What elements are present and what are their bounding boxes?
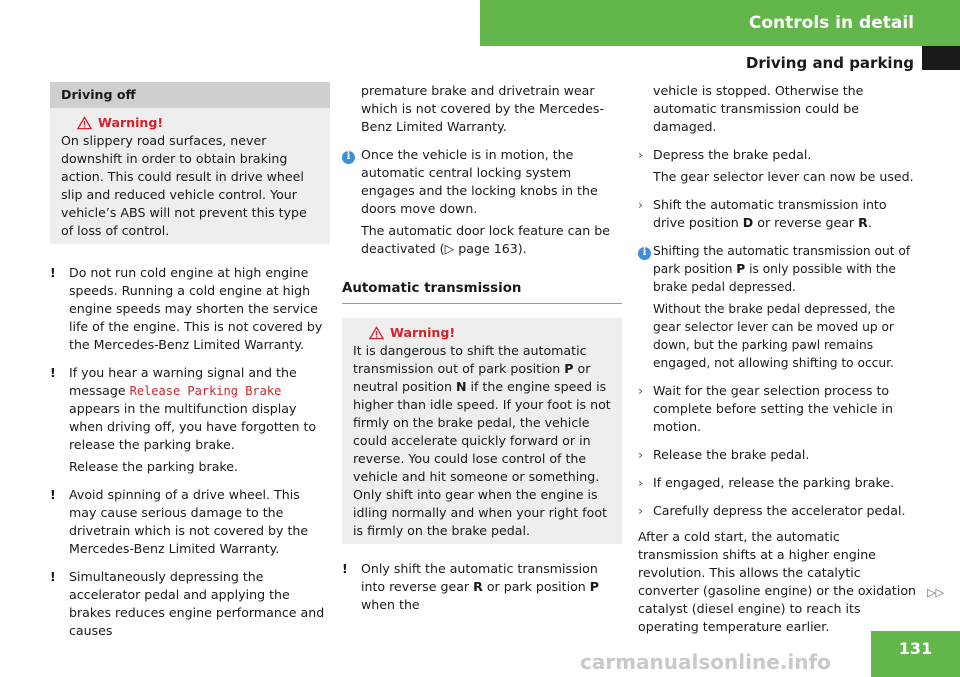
note-sub: Release the parking brake. bbox=[69, 459, 239, 474]
note-text: appears in the multifunction display when driving off, you have forgotten to release the parking brake. bbox=[69, 401, 317, 452]
info-note bbox=[342, 146, 622, 258]
section-marker bbox=[922, 46, 960, 70]
page-number: 131 bbox=[898, 639, 933, 658]
exclamation-icon: ! bbox=[50, 487, 56, 502]
warning-heading bbox=[353, 324, 614, 342]
step-arrow-icon: › bbox=[638, 383, 644, 398]
warning-heading bbox=[61, 114, 322, 132]
step-text: Depress the brake pedal. bbox=[653, 147, 812, 162]
info-circle-icon: i bbox=[638, 247, 651, 260]
paragraph: After a cold start, the automatic transmission shifts at a higher engine revolution. This allows the catalytic converter (gasoline engine) or the oxidation catalyst (diesel engine) to reach its operating temperature earlier. bbox=[638, 529, 917, 634]
step-arrow-icon: › bbox=[638, 503, 644, 518]
step-2 bbox=[638, 196, 916, 232]
step-3 bbox=[638, 382, 916, 436]
warning-title: Warning! bbox=[98, 115, 164, 130]
step-arrow-icon: › bbox=[638, 197, 644, 212]
step-arrow-icon: › bbox=[638, 147, 644, 162]
info-note bbox=[638, 242, 916, 372]
warning-text: On slippery road surfaces, never downshift in order to obtain braking action. This could result in drive wheel slip and reduced vehicle control. Your vehicle’s ABS will not prevent this type of loss of control. bbox=[61, 133, 307, 238]
info-sub: The automatic door lock feature can be deactivated (▷ page 163). bbox=[361, 223, 610, 256]
page-number-tab bbox=[871, 631, 960, 677]
column-3 bbox=[638, 82, 916, 636]
note-text-wrap bbox=[69, 364, 330, 476]
column-1 bbox=[50, 82, 330, 640]
info-circle-icon: i bbox=[342, 151, 355, 164]
info-text: Shifting the automatic transmission out of park position P is only possible with the brake pedal depressed. bbox=[653, 244, 911, 294]
continue-mark: ▷▷ bbox=[927, 586, 944, 599]
note-text: Only shift the automatic transmission into reverse gear R or park position P when the bbox=[361, 561, 600, 612]
step-5 bbox=[638, 474, 916, 492]
warning-box bbox=[50, 108, 330, 244]
info-sub: Without the brake pedal depressed, the gear selector lever can be moved up or down, but the parking pawl remains engaged, not allowing shifting to occur. bbox=[653, 302, 896, 370]
column-2 bbox=[342, 82, 622, 614]
warning-box bbox=[342, 318, 622, 544]
step-text: If engaged, release the parking brake. bbox=[653, 475, 895, 490]
step-text: Release the brake pedal. bbox=[653, 447, 810, 462]
step-arrow-icon: › bbox=[638, 447, 644, 462]
warning-text: It is dangerous to shift the automatic transmission out of park position P or neutral position N if the engine speed is higher than idle speed. If your foot is not firmly on the brake pedal, the vehicle could accelerate quickly forward or in reverse. You could lose control of the vehicle and hit someone or something. Only shift into gear when the engine is idling normally and when your right foot is firmly on the brake pedal. bbox=[353, 343, 611, 538]
section-title: Driving and parking bbox=[745, 54, 914, 72]
exclamation-icon: ! bbox=[50, 265, 56, 280]
note-text: Simultaneously depressing the accelerator pedal and applying the brakes reduces engine performance and causes bbox=[69, 569, 325, 638]
exclamation-icon: ! bbox=[342, 561, 348, 576]
note-4 bbox=[50, 568, 330, 640]
note-1 bbox=[50, 264, 330, 354]
note-3 bbox=[50, 486, 330, 558]
warning-triangle-icon bbox=[77, 116, 92, 130]
warning-title: Warning! bbox=[390, 325, 456, 340]
step-arrow-icon: › bbox=[638, 475, 644, 490]
exclamation-icon: ! bbox=[50, 365, 56, 380]
display-message: Release Parking Brake bbox=[129, 384, 282, 398]
section-heading: Automatic transmission bbox=[342, 280, 622, 304]
step-text: Carefully depress the accelerator pedal. bbox=[653, 503, 906, 518]
step-text: Shift the automatic transmission into drive position D or reverse gear R. bbox=[653, 197, 887, 230]
warning-triangle-icon bbox=[369, 326, 384, 340]
step-text: Wait for the gear selection process to complete before setting the vehicle in motion. bbox=[653, 383, 894, 434]
note-text: If you hear a warning signal and the message bbox=[69, 365, 297, 398]
chapter-tab bbox=[480, 0, 960, 46]
continued-text: vehicle is stopped. Otherwise the automatic transmission could be damaged. bbox=[653, 83, 864, 134]
note-text: Do not run cold engine at high engine speeds. Running a cold engine at high engine speeds may shorten the service life of the engine. This is not covered by the Mercedes-Benz Limited Warranty. bbox=[69, 265, 323, 352]
step-6 bbox=[638, 502, 916, 520]
continued-text: premature brake and drivetrain wear which is not covered by the Mercedes-Benz Limited Warranty. bbox=[361, 83, 605, 134]
watermark: carmanualsonline.info bbox=[580, 650, 831, 674]
note-reverse bbox=[342, 560, 622, 614]
note-text: Avoid spinning of a drive wheel. This may cause serious damage to the drivetrain which is not covered by the Mercedes-Benz Limited Warranty. bbox=[69, 487, 309, 556]
step-1 bbox=[638, 146, 916, 186]
note-2 bbox=[50, 364, 330, 476]
exclamation-icon: ! bbox=[50, 569, 56, 584]
box-title: Driving off bbox=[50, 82, 330, 108]
step-sub: The gear selector lever can now be used. bbox=[653, 169, 914, 184]
info-text: Once the vehicle is in motion, the automatic central locking system engages and the locking knobs in the doors move down. bbox=[361, 147, 598, 216]
chapter-title: Controls in detail bbox=[748, 13, 914, 33]
step-4 bbox=[638, 446, 916, 464]
